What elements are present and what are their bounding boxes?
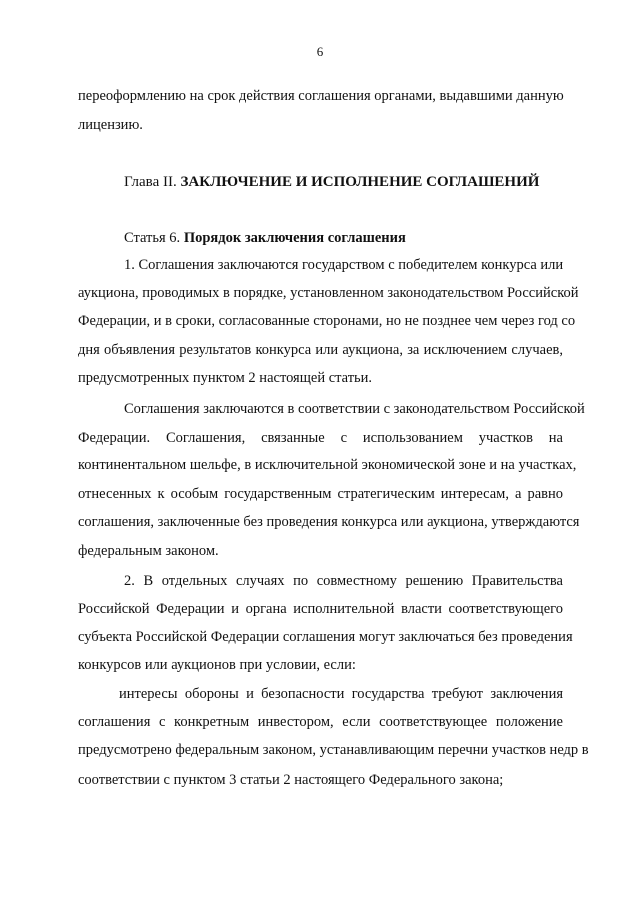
text-line: федеральным законом. [78,543,219,559]
text-line: Российской Федерации и органа исполнительной власти соответствующего [78,601,563,617]
article-title: Порядок заключения соглашения [183,230,406,246]
text-line: соглашения с конкретным инвестором, если соответствующее положение [78,714,563,730]
article-heading [124,229,406,247]
chapter-title: ЗАКЛЮЧЕНИЕ И ИСПОЛНЕНИЕ СОГЛАШЕНИЙ [180,174,540,190]
page-number: 6 [316,44,324,59]
text-line: дня объявления результатов конкурса или аукциона, за исключением случаев, [78,342,563,358]
text-line: предусмотренных пунктом 2 настоящей статьи. [78,370,373,386]
chapter-heading [124,173,539,191]
text-line: соглашения, заключенные без проведения конкурса или аукциона, утверждаются [78,514,580,530]
article-prefix: Статья 6. [124,230,181,246]
text-line: конкурсов или аукционов при условии, если: [78,657,356,673]
text-line: субъекта Российской Федерации соглашения могут заключаться без проведения [78,629,573,645]
chapter-prefix: Глава II. [124,174,177,190]
text-line: 1. Соглашения заключаются государством с победителем конкурса или [124,257,564,273]
text-line: Федерации. Соглашения, связанные с использованием участков на [78,430,563,446]
text-line: лицензию. [78,117,143,133]
text-line: соответствии с пунктом 3 статьи 2 настоящего Федерального закона; [78,772,504,788]
text-line: отнесенных к особым государственным стратегическим интересам, а равно [78,486,563,502]
text-line: 2. В отдельных случаях по совместному решению Правительства [124,573,563,589]
text-line: Федерации, и в сроки, согласованные сторонами, но не позднее чем через год со [78,313,576,329]
text-line: интересы обороны и безопасности государства требуют заключения [119,686,563,702]
text-line: Соглашения заключаются в соответствии с законодательством Российской [124,401,585,417]
text-line: континентальном шельфе, в исключительной экономической зоне и на участках, [78,457,577,473]
text-line: аукциона, проводимых в порядке, установленном законодательством Российской [78,285,579,301]
text-line: переоформлению на срок действия соглашения органами, выдавшими данную [78,88,564,104]
text-line: предусмотрено федеральным законом, устанавливающим перечни участков недр в [78,742,589,758]
